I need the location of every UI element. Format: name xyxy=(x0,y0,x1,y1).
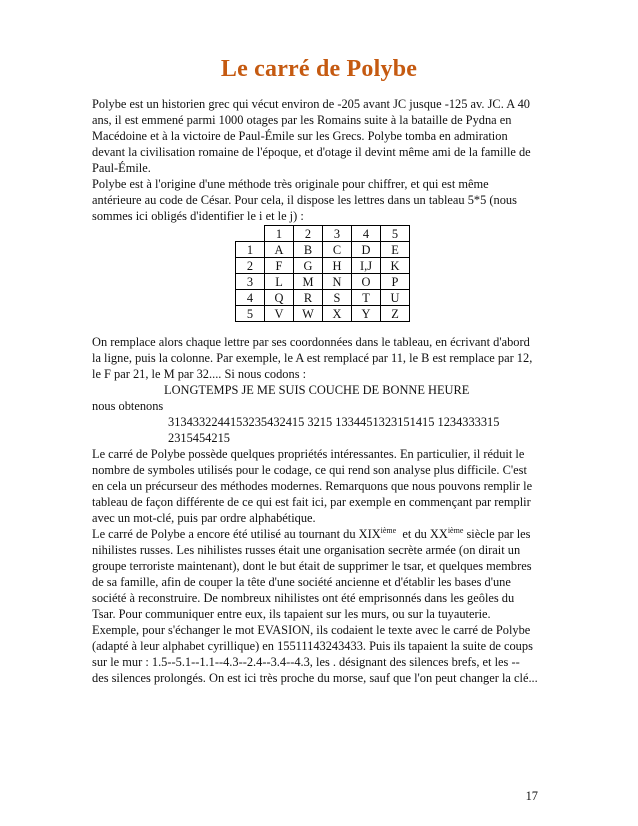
ciphertext-line: 2315454215 xyxy=(168,431,230,445)
text-line: devant la civilisation romaine de l'époque, et d'otage il devint même ami de la famille de xyxy=(92,145,531,159)
text-line: des silences prolongés. On est ici très proche du morse, sauf que l'on peut changer la clé... xyxy=(92,671,538,685)
table-cell: V xyxy=(265,306,294,322)
plaintext-example: LONGTEMPS JE ME SUIS COUCHE DE BONNE HEURE xyxy=(164,383,470,397)
polybius-square-table xyxy=(235,225,410,322)
table-row xyxy=(236,306,410,322)
text-line: sur le mur : 1.5--5.1--1.1--4.3--2.4--3.4--4.3, les . désignant des silences brefs, et les -- xyxy=(92,655,520,669)
row-header-cell: 5 xyxy=(236,306,265,322)
text-line: tableau de façon différente de ce qui est fait ici, par exemple en commençant par remplir xyxy=(92,495,531,509)
text-line: ans, il est emmené parmi 1000 otages par les Romains suite à la bataille de Pydna en xyxy=(92,113,512,127)
table-header-row xyxy=(236,226,410,242)
table-cell: Q xyxy=(265,290,294,306)
table-cell: S xyxy=(323,290,352,306)
table-cell: M xyxy=(294,274,323,290)
table-cell: O xyxy=(352,274,381,290)
table-cell: A xyxy=(265,242,294,258)
obtained-label: nous obtenons xyxy=(92,399,164,413)
text-line: société à reconstruire. De nombreux nihilistes ont été emprisonnés dans les geôles du xyxy=(92,591,515,605)
table-row xyxy=(236,274,410,290)
table-cell: N xyxy=(323,274,352,290)
table-cell: H xyxy=(323,258,352,274)
page-title: Le carré de Polybe xyxy=(220,56,418,82)
text-line: groupe terroriste maintenant), dont le but était de supprimer le tsar, et quelques membres xyxy=(92,559,532,573)
ciphertext-line: 3134332244153235432415 3215 1334451323151415 1234333315 xyxy=(168,415,500,429)
row-header-cell: 3 xyxy=(236,274,265,290)
text-line: Paul-Émile. xyxy=(92,161,151,175)
text-line: nombre de symboles utilisés pour le codage, ce qui rend son analyse plus difficile. C'est xyxy=(92,463,527,477)
text-line: sommes ici obligés d'identifier le i et le j) : xyxy=(92,209,304,223)
table-cell: E xyxy=(381,242,410,258)
table-cell: R xyxy=(294,290,323,306)
page-number: 17 xyxy=(525,789,538,803)
text-line: avec un mot-clé, puis par ordre alphabétique. xyxy=(92,511,316,525)
superscript: ième xyxy=(380,526,397,535)
text-line: le F par 21, le M par 32.... Si nous codons : xyxy=(92,367,307,381)
table-header-cell: 1 xyxy=(265,226,294,242)
table-cell: K xyxy=(381,258,410,274)
superscript: ième xyxy=(447,526,464,535)
text-line: Macédoine et à la victoire de Paul-Émile sur les Grecs. Polybe tomba en admiration xyxy=(92,129,508,143)
intro-paragraph xyxy=(92,96,550,224)
table-cell: W xyxy=(294,306,323,322)
table-header-cell: 2 xyxy=(294,226,323,242)
row-header-cell: 4 xyxy=(236,290,265,306)
table-cell xyxy=(236,226,265,242)
row-header-cell: 2 xyxy=(236,258,265,274)
table-cell: Y xyxy=(352,306,381,322)
table-header-cell: 3 xyxy=(323,226,352,242)
table-cell: G xyxy=(294,258,323,274)
text-line: nihilistes russes. Les nihilistes russes était une organisation secrète armée (on dirait un xyxy=(92,543,521,557)
table-cell: P xyxy=(381,274,410,290)
table-row xyxy=(236,290,410,306)
table-row xyxy=(236,258,410,274)
table-cell: X xyxy=(323,306,352,322)
text-line: Polybe est un historien grec qui vécut environ de -205 avant JC jusque -125 av. JC. A 40 xyxy=(92,97,530,111)
text-line: de sa famille, afin de couper la tête d'une société ancienne et d'établir les bases d'une xyxy=(92,575,511,589)
text-line: Tsar. Pour communiquer entre eux, ils tapaient sur les murs, ou sur la tuyauterie. xyxy=(92,607,491,621)
text-fragment: Le carré de Polybe a encore été utilisé au tournant du XIX xyxy=(92,527,381,541)
text-fragment: siècle par les xyxy=(463,527,531,541)
table-cell: L xyxy=(265,274,294,290)
table-header-cell: 4 xyxy=(352,226,381,242)
text-line: Le carré de Polybe possède quelques propriétés intéressantes. En particulier, il réduit le xyxy=(92,447,525,461)
table-cell: Z xyxy=(381,306,410,322)
text-line: en cela un précurseur des méthodes modernes. Remarquons que nous pouvons remplir le xyxy=(92,479,533,493)
table-cell: B xyxy=(294,242,323,258)
table-cell: D xyxy=(352,242,381,258)
table-cell: T xyxy=(352,290,381,306)
row-header-cell: 1 xyxy=(236,242,265,258)
text-line: antérieure au code de César. Pour cela, il dispose les lettres dans un tableau 5*5 (nous xyxy=(92,193,517,207)
text-line: la ligne, puis la colonne. Par exemple, le A est remplacé par 11, le B est remplace par 12, xyxy=(92,351,533,365)
table-cell: I,J xyxy=(352,258,381,274)
table-header-cell: 5 xyxy=(381,226,410,242)
text-fragment: et du XX xyxy=(396,527,448,541)
table-row xyxy=(236,242,410,258)
table-cell: U xyxy=(381,290,410,306)
text-line: Exemple, pour s'échanger le mot EVASION, ils codaient le texte avec le carré de Polybe xyxy=(92,623,531,637)
text-line: On remplace alors chaque lettre par ses coordonnées dans le tableau, en écrivant d'abord xyxy=(92,335,530,349)
table-cell: F xyxy=(265,258,294,274)
table-cell: C xyxy=(323,242,352,258)
text-line-with-superscripts xyxy=(92,526,550,542)
text-line: (adapté à leur alphabet cyrillique) en 15511143243433. Puis ils tapaient la suite de coups xyxy=(92,639,533,653)
method-paragraph xyxy=(92,334,550,686)
text-line: Polybe est à l'origine d'une méthode très originale pour chiffrer, et qui est même xyxy=(92,177,489,191)
